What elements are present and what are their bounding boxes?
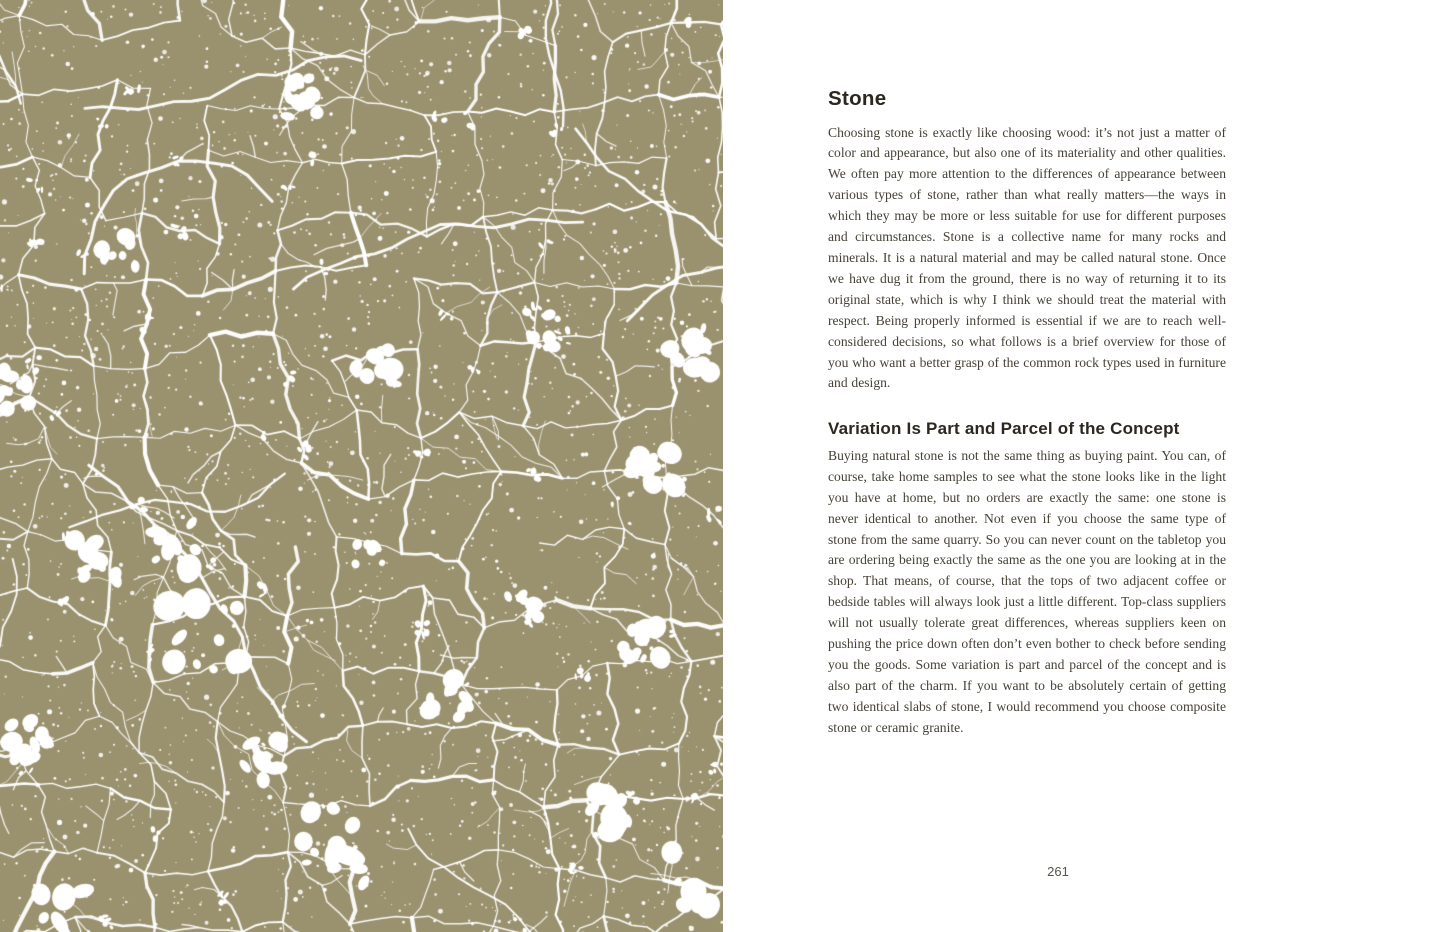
body-paragraph: Buying natural stone is not the same thing as buying paint. You can, of course, take home samples to see what the stone looks like in the light you have at home, but no orders are exactly the same: one stone is never identical to another. Not even if you choose the same type of stone from the same quarry. So you can never count on the tabletop you are ordering being exactly the same as the one you are looking at in the shop. That means, of course, that the tops of two adjacent coffee or bedside tables will always look just a little different. Top-class suppliers will not usually tolerate great differences, whereas suppliers keen on pushing the price down often don’t even bother to check before sending you the goods. Some variation is part and parcel of the concept and is also part of the charm. If you want to be absolutely certain of getting two identical slabs of stone, I would recommend you choose composite stone or ceramic granite.: [828, 447, 1226, 735]
intro-paragraph: Choosing stone is exactly like choosing wood: it’s not just a matter of color and appearance, but also one of its materiality and other qualities. We often pay more attention to the differences of appearance between various types of stone, rather than what really matters—the ways in which they may be more or less suitable for use for different purposes and circumstances. Stone is a collective name for many rocks and minerals. It is a natural material and may be called natural stone. Once we have dug it from the ground, there is no way of returning it to its original state, which is why I think we should treat the material with respect. Being properly informed is essential if we are to reach well-considered decisions, so what follows is a brief overview for those of you who want a better grasp of the common rock types used in furniture and design.: [828, 124, 1226, 391]
subsection-heading: Variation Is Part and Parcel of the Concept: [828, 419, 1180, 439]
text-column: [828, 88, 1226, 739]
section-heading: Stone: [828, 87, 887, 110]
right-page: [723, 0, 1445, 932]
page-number: 261: [1047, 864, 1069, 879]
